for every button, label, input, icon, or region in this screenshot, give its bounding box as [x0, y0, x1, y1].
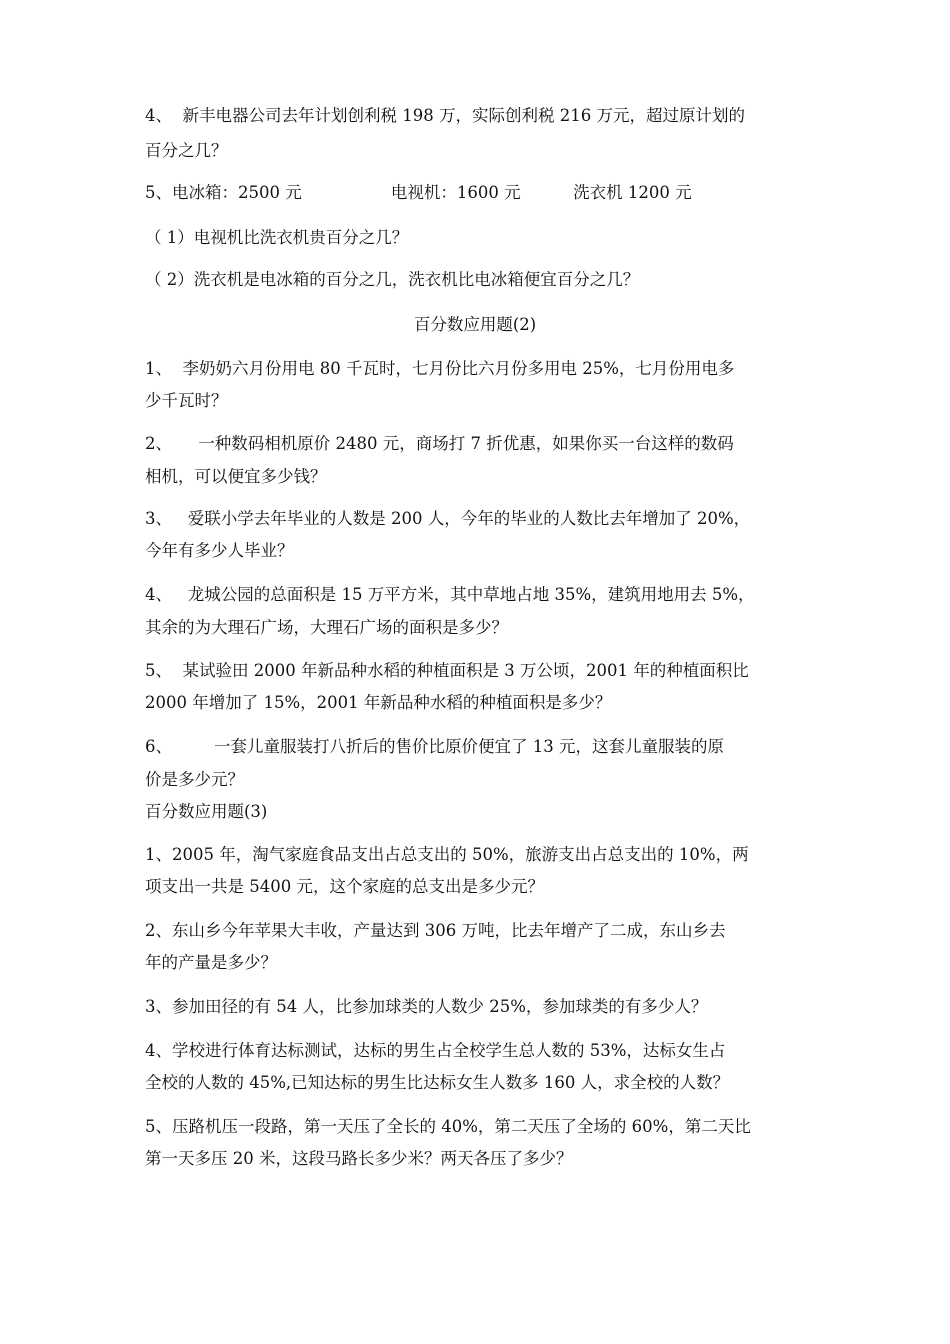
s3-q5-line2: 第一天多压 20 米，这段马路长多少米？两天各压了多少？ [145, 1149, 573, 1168]
s2-q5-line2: 2000 年增加了 15%，2001 年新品种水稻的种植面积是多少？ [145, 693, 612, 712]
s2-q3-line1: 3、 爱联小学去年毕业的人数是 200 人，今年的毕业的人数比去年增加了 20%， [145, 509, 751, 528]
s2-q5-line1: 5、 某试验田 2000 年新品种水稻的种植面积是 3 万公顷，2001 年的种植面积比 [145, 661, 749, 680]
s3-q5-line1: 5、压路机压一段路，第一天压了全长的 40%，第二天压了全场的 60%，第二天比 [145, 1117, 751, 1136]
s3-q4-line1: 4、学校进行体育达标测试，达标的男生占全校学生总人数的 53%，达标女生占 [145, 1041, 726, 1060]
s2-q3-line2: 今年有多少人毕业？ [145, 541, 294, 560]
s2-q1-line2: 少千瓦时？ [145, 391, 228, 410]
s1-q4-line1: 4、 新丰电器公司去年计划创利税 198 万，实际创利税 216 万元，超过原计划的 [145, 106, 745, 125]
s3-q2-line1: 2、东山乡今年苹果大丰收，产量达到 306 万吨，比去年增产了二成，东山乡去 [145, 921, 726, 940]
s3-q3-line1: 3、参加田径的有 54 人，比参加球类的人数少 25%，参加球类的有多少人？ [145, 997, 708, 1016]
s3-q4-line2: 全校的人数的 45%,已知达标的男生比达标女生人数多 160 人，求全校的人数？ [145, 1073, 730, 1092]
s2-q2-line1: 2、 一种数码相机原价 2480 元，商场打 7 折优惠，如果你买一台这样的数码 [145, 434, 734, 453]
s2-q6-line2: 价是多少元？ [145, 770, 244, 789]
s2-q6-line1: 6、 一套儿童服装打八折后的售价比原价便宜了 13 元，这套儿童服装的原 [145, 737, 724, 756]
section3-title: 百分数应用题(3) [145, 802, 268, 821]
s2-q1-line1: 1、 李奶奶六月份用电 80 千瓦时，七月份比六月份多用电 25%，七月份用电多 [145, 359, 735, 378]
section2-title: 百分数应用题(2) [413, 315, 537, 334]
s2-q4-line2: 其余的为大理石广场，大理石广场的面积是多少？ [145, 618, 508, 637]
s3-q1-line2: 项支出一共是 5400 元，这个家庭的总支出是多少元？ [145, 877, 544, 896]
s2-q2-line2: 相机，可以便宜多少钱？ [145, 467, 327, 486]
s3-q2-line2: 年的产量是多少？ [145, 953, 277, 972]
s1-q5-line1: 5、电冰箱：2500 元 电视机：1600 元 洗衣机 1200 元 [145, 183, 692, 202]
s2-q4-line1: 4、 龙城公园的总面积是 15 万平方米，其中草地占地 35%，建筑用地用去 5%， [145, 585, 755, 604]
s1-q5-sub2: （ 2）洗衣机是电冰箱的百分之几，洗衣机比电冰箱便宜百分之几？ [145, 270, 640, 289]
s3-q1-line1: 1、2005 年，淘气家庭食品支出占总支出的 50%，旅游支出占总支出的 10%，两 [145, 845, 749, 864]
s1-q5-sub1: （ 1）电视机比洗衣机贵百分之几？ [145, 228, 409, 247]
s1-q4-line2: 百分之几？ [145, 141, 228, 160]
